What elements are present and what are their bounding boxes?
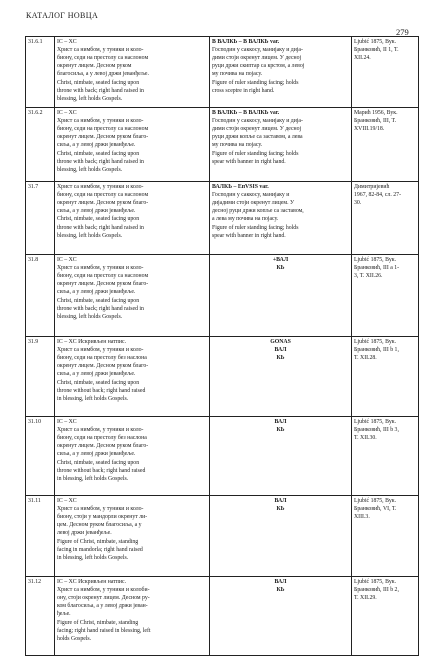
reverse-legend <box>210 496 352 577</box>
obverse-description-line: facing in mandorla; right hand raised <box>57 546 143 553</box>
obverse-description-line: Figure of Christ, nimbate, standing <box>57 538 139 545</box>
reverse-legend <box>210 417 352 496</box>
reference-line: T. XII.29. <box>354 594 377 601</box>
catalog-table-body <box>26 37 419 656</box>
obverse-description-line: throne without back; right hand raised <box>57 387 146 394</box>
reverse-legend-line: Figure of ruler standing facing; holds <box>212 79 299 86</box>
reverse-legend-line: руци држи копље са заставом, а лева <box>212 134 303 141</box>
obverse-description-line: holds Gospels. <box>57 635 92 642</box>
reverse-inscription <box>212 578 349 594</box>
obverse-description-line: Христ са нимбом, у туники и коло- <box>57 183 144 190</box>
bibliographic-reference <box>352 496 419 577</box>
reference-line: Бранковић, III, T. <box>354 117 397 124</box>
obverse-description <box>55 577 210 656</box>
obverse-description-line: Christ, nimbate, seated facing upon <box>57 379 140 386</box>
reverse-legend-line: руци држи скиптар са крстом, а левој <box>212 63 305 70</box>
reverse-legend-line: дими стоји окренут лицем. У десној <box>212 54 302 61</box>
obverse-description-line: IC – XC <box>57 109 77 116</box>
obverse-description-line: окренут лицем. Десном руком благо- <box>57 281 149 288</box>
reverse-legend-line: десној руци држи копље са заставом, <box>212 208 304 215</box>
reverse-inscription-line: КЬ <box>276 426 285 433</box>
bibliographic-reference <box>352 255 419 337</box>
catalog-row <box>26 182 419 255</box>
catalog-row <box>26 108 419 182</box>
reference-line: Димитријевић <box>354 183 390 190</box>
obverse-description-line: blessing, left holds Gospels. <box>57 232 123 239</box>
bibliographic-reference <box>352 577 419 656</box>
obverse-description-line: IC – XC <box>57 497 77 504</box>
obverse-description-line: Христ са нимбом, у туники и коло- <box>57 346 144 353</box>
obverse-description-line: Христ са нимбом, у туники и коло- <box>57 46 144 53</box>
obverse-description-line: blessing, left holds Gospels. <box>57 313 123 320</box>
obverse-description-line: ону, стоји окренут лицем. Десном ру- <box>57 594 150 601</box>
obverse-description-line: окренут лицем. Десном руком благо- <box>57 199 149 206</box>
obverse-description-line: биону, седи на престолу без наслона <box>57 434 147 441</box>
reverse-inscription-line: КЬ <box>276 586 285 593</box>
bibliographic-reference <box>352 108 419 182</box>
reference-line: 3, T. XII.26. <box>354 272 383 279</box>
obverse-description-line: throne with back; right hand raised in <box>57 158 144 165</box>
catalog-number: 31.7 <box>26 182 55 255</box>
obverse-description-line: IC – XC Искривљен натпис. <box>57 338 127 345</box>
obverse-description-line: in blessing, left holds Gospels. <box>57 475 129 482</box>
obverse-description-line: throne with back; right hand raised in <box>57 224 144 231</box>
reverse-legend <box>210 577 352 656</box>
reverse-inscription-line: КЬ <box>276 264 285 271</box>
reverse-legend-line: cross sceptre in right hand. <box>212 87 275 94</box>
reverse-legend <box>210 337 352 417</box>
reverse-legend-line: Figure of ruler standing facing; holds <box>212 224 299 231</box>
obverse-description-line: окренут лицем. Десном руком благо- <box>57 134 149 141</box>
reverse-legend-line: му почива на појасу. <box>212 142 263 149</box>
obverse-description-line: Christ, nimbate, seated facing upon <box>57 459 140 466</box>
reference-line: Ljubić 1875, Вук. <box>354 497 397 504</box>
obverse-description-line: Христ са нимбом, у туники и колоби- <box>57 586 150 593</box>
catalog-number: 31.12 <box>26 577 55 656</box>
reference-line: Ljubić 1875, Вук. <box>354 38 397 45</box>
reference-line: Ljubić 1875, Вук. <box>354 578 397 585</box>
reference-line: XIII.3. <box>354 513 370 520</box>
obverse-description-line: Christ, nimbate, seated facing upon <box>57 150 140 157</box>
reverse-legend-line: му почива на појасу. <box>212 71 263 78</box>
obverse-description-line: blessing, left holds Gospels. <box>57 166 123 173</box>
obverse-description-line: цем. Десном руком благосиља, а у <box>57 522 142 529</box>
coin-catalog-table <box>25 36 419 656</box>
reverse-legend-line: spear with banner in right hand. <box>212 232 286 239</box>
reverse-legend-line: ВАЛКЬ – ЕпVSIS var. <box>212 183 269 190</box>
obverse-description-line: окренут лицем. Десном руком благо- <box>57 443 149 450</box>
obverse-description-line: Christ, nimbate, seated facing upon <box>57 79 140 86</box>
obverse-description <box>55 337 210 417</box>
reverse-legend-line: Figure of ruler standing facing; holds <box>212 150 299 157</box>
reference-line: Ljubić 1875, Вук. <box>354 338 397 345</box>
obverse-description-line: facing; right hand raised in blessing, left <box>57 627 151 634</box>
bibliographic-reference <box>352 337 419 417</box>
obverse-description-line: сиља, а у левој држи јеванђеље. <box>57 371 136 378</box>
obverse-description-line: ђеље. <box>57 611 71 618</box>
obverse-description-line: IC – XC <box>57 418 77 425</box>
obverse-description-line: Figure of Christ, nimbate, standing <box>57 619 139 626</box>
reverse-inscription-line: КЬ <box>276 505 285 512</box>
obverse-description-line: сиља, а у левој држи јеванђеље. <box>57 289 136 296</box>
catalog-row <box>26 496 419 577</box>
catalog-number: 31.6.1 <box>26 37 55 108</box>
obverse-description-line: throne with back; right hand raised in <box>57 305 144 312</box>
catalog-number: 31.6.2 <box>26 108 55 182</box>
obverse-description-line: биону, седи на престолу без наслона <box>57 354 147 361</box>
reverse-inscription-line: GONAS <box>270 338 291 345</box>
obverse-description <box>55 496 210 577</box>
obverse-description-line: in blessing, left holds Gospels. <box>57 395 129 402</box>
obverse-description-line: окренут лицем. Десном руком благо- <box>57 363 149 370</box>
reverse-legend <box>210 182 352 255</box>
reverse-legend-line: spear with banner in right hand. <box>212 158 286 165</box>
running-header-title: КАТАЛОГ НОВЦА <box>26 11 99 20</box>
reverse-inscription-line: ВАЛ <box>274 578 287 585</box>
catalog-number: 31.11 <box>26 496 55 577</box>
obverse-description-line: сиља, а у левој држи јеванђеље. <box>57 208 136 215</box>
catalog-row <box>26 37 419 108</box>
obverse-description-line: Христ са нимбом, у туники и коло- <box>57 264 144 271</box>
obverse-description-line: биону, седи на престолу са наслоном <box>57 125 149 132</box>
reverse-inscription <box>212 338 349 363</box>
reference-line: 30. <box>354 199 362 206</box>
reverse-inscription-line: КЬ <box>276 354 285 361</box>
obverse-description-line: биону, седи на престолу са наслоном <box>57 272 149 279</box>
obverse-description <box>55 255 210 337</box>
obverse-description-line: биону, седи на престолу са наслоном <box>57 191 149 198</box>
obverse-description-line: сиља, а у левој држи јеванђеље. <box>57 451 136 458</box>
reference-line: Бранковић, III b 3, <box>354 426 399 433</box>
obverse-description-line: throne with back; right hand raised in <box>57 87 144 94</box>
reference-line: T. XII.30. <box>354 434 377 441</box>
reference-line: XII.24. <box>354 54 371 61</box>
obverse-description-line: IC – XC Искривљен натпис. <box>57 578 127 585</box>
reference-line: T. XII.28. <box>354 354 377 361</box>
reverse-legend <box>210 108 352 182</box>
reverse-inscription <box>212 256 349 272</box>
catalog-number: 31.8 <box>26 255 55 337</box>
reverse-legend-line: Господин у саккосу, манијаку и дија- <box>212 46 303 53</box>
obverse-description-line: сиља, а у левој држи јеванђеље. <box>57 142 136 149</box>
reverse-legend-line: дијадими стоји окренут лицем. У <box>212 199 295 206</box>
reference-line: Бранковић, III b 1, <box>354 346 399 353</box>
obverse-description-line: биону, стоји у мандорли окренут ли- <box>57 513 148 520</box>
bibliographic-reference <box>352 417 419 496</box>
reverse-legend-line: дими стоји окренут лицем. У десној <box>212 125 302 132</box>
obverse-description-line: ком благосиља, а у левој држи јеван- <box>57 603 148 610</box>
reference-line: Бранковић, III a 1- <box>354 264 400 271</box>
reference-line: Бранковић, VI, T. <box>354 505 397 512</box>
obverse-description-line: Христ са нимбом, у туники и коло- <box>57 117 144 124</box>
reverse-legend <box>210 37 352 108</box>
reference-line: Бранковић, III b 2, <box>354 586 399 593</box>
reference-line: XVIII.19/18. <box>354 125 385 132</box>
reverse-inscription-line: ВАЛ <box>274 497 287 504</box>
catalog-row <box>26 417 419 496</box>
obverse-description-line: Christ, nimbate, seated facing upon <box>57 216 140 223</box>
catalog-row <box>26 577 419 656</box>
catalog-number: 31.10 <box>26 417 55 496</box>
reverse-legend-line: а лева му почива на појасу. <box>212 216 279 223</box>
reverse-inscription <box>212 497 349 513</box>
obverse-description <box>55 182 210 255</box>
obverse-description-line: IC – XC <box>57 256 77 263</box>
page-number: 279 <box>396 27 409 37</box>
bibliographic-reference <box>352 182 419 255</box>
obverse-description-line: blessing, left holds Gospels. <box>57 95 123 102</box>
obverse-description-line: throne without back; right hand raised <box>57 467 146 474</box>
reference-line: 1967, 82-84, сл. 27- <box>354 191 402 198</box>
obverse-description-line: благосиља, а у левој држи јеванђеље. <box>57 71 149 78</box>
reverse-inscription-line: ВАЛ <box>274 346 287 353</box>
obverse-description <box>55 108 210 182</box>
obverse-description-line: Христ са нимбом, у туники и коло- <box>57 426 144 433</box>
catalog-number: 31.9 <box>26 337 55 417</box>
reverse-inscription-line: ВАЛ <box>274 418 287 425</box>
reverse-legend-line: Господин у саккосу, манијаку и дија- <box>212 117 303 124</box>
obverse-description-line: in blessing, left holds Gospels. <box>57 554 129 561</box>
obverse-description-line: биону, седи на престолу са наслоном <box>57 54 149 61</box>
reverse-legend-line: В ВАЛКЬ – В ВАЛКЬ var. <box>212 38 280 45</box>
obverse-description <box>55 37 210 108</box>
catalog-row <box>26 255 419 337</box>
reverse-legend-line: В ВАЛКЬ – В ВАЛКЬ var. <box>212 109 280 116</box>
obverse-description-line: Christ, nimbate, seated facing upon <box>57 297 140 304</box>
reference-line: Марић 1956, Вук. <box>354 109 398 116</box>
reference-line: Бранковић, II 1, T. <box>354 46 399 53</box>
reference-line: Ljubić 1875, Вук. <box>354 256 397 263</box>
obverse-description <box>55 417 210 496</box>
obverse-description-line: левој држи јеванђеље. <box>57 530 112 537</box>
reverse-legend-line: Господин у саккосу, манијаку и <box>212 191 290 198</box>
reference-line: Ljubić 1875, Вук. <box>354 418 397 425</box>
obverse-description-line: IC – XC <box>57 38 77 45</box>
obverse-description-line: Христ са нимбом, у туники и коло- <box>57 505 144 512</box>
reverse-legend <box>210 255 352 337</box>
reverse-inscription-line: +ВАЛ <box>272 256 289 263</box>
catalog-row <box>26 337 419 417</box>
reverse-inscription <box>212 418 349 434</box>
bibliographic-reference <box>352 37 419 108</box>
obverse-description-line: окренут лицем. Десном руком <box>57 63 132 70</box>
